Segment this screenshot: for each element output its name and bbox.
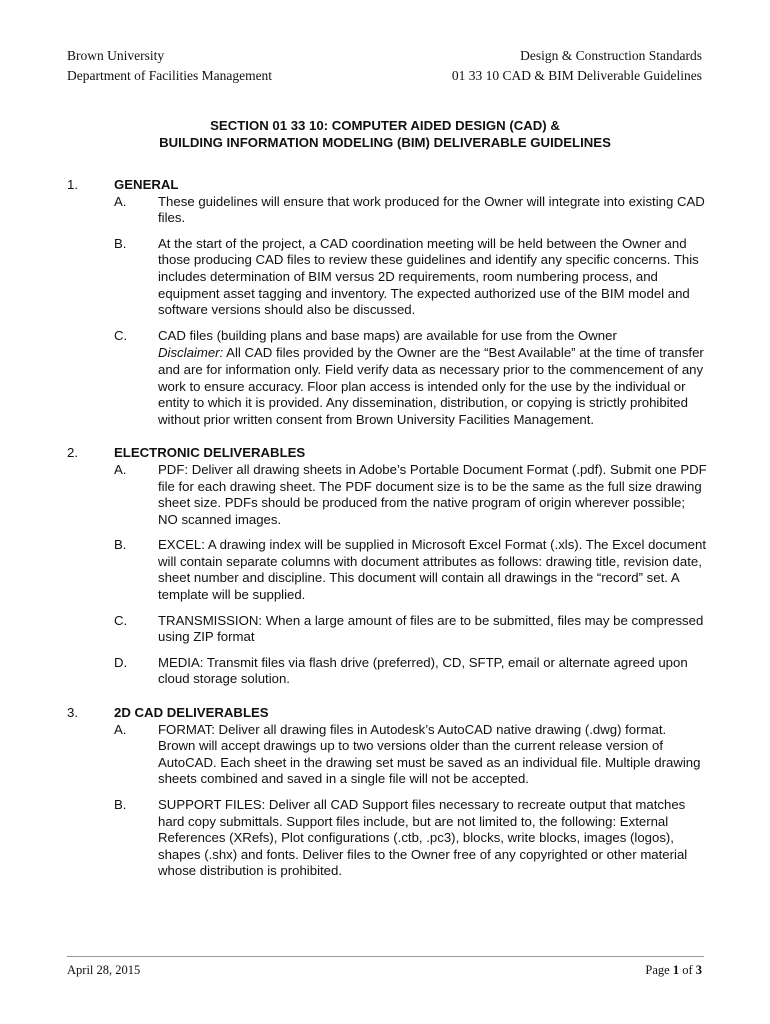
list-item (67, 236, 707, 319)
footer-divider (67, 956, 704, 957)
section-number: 1. (67, 177, 78, 192)
page-title-line2: BUILDING INFORMATION MODELING (BIM) DELIVERABLE GUIDELINES (159, 135, 611, 150)
section-electronic-deliverables (67, 445, 707, 688)
item-text: CAD files (building plans and base maps) are available for use from the Owner (158, 327, 617, 343)
section-title: 2D CAD DELIVERABLES (114, 705, 269, 721)
list-item (67, 655, 707, 688)
item-text: At the start of the project, a CAD coordination meeting will be held between the Owner and those producing CAD files to review these guidelines and identify any specific concerns. This includes determination of BIM versus 2D requirements, room numbering process, and equipment asset tagging and inventory. The expected authorized use of the BIM model and software versions should also be discussed. (158, 235, 699, 318)
list-item (67, 328, 707, 429)
page-word: Page (645, 963, 670, 977)
list-item (67, 797, 707, 880)
list-item (67, 462, 707, 528)
header-left (67, 46, 272, 86)
page-total: 3 (695, 963, 702, 977)
item-letter: B. (114, 235, 127, 251)
footer-page-number (645, 962, 702, 978)
section-title: GENERAL (114, 177, 179, 192)
item-text: These guidelines will ensure that work produced for the Owner will integrate into existing CAD files. (158, 193, 705, 226)
item-letter: B. (114, 537, 127, 553)
item-letter: A. (114, 721, 127, 737)
footer-date: April 28, 2015 (67, 963, 141, 977)
disclaimer-paragraph (158, 345, 707, 428)
section-number: 2. (67, 445, 78, 461)
section-heading (67, 177, 707, 194)
item-letter: D. (114, 654, 128, 670)
item-text: EXCEL: A drawing index will be supplied in Microsoft Excel Format (.xls). The Excel document will contain separate columns with document attributes as follows: drawing title, revision date, sheet number and discipline. This document will contain all drawings in the “record” set. A template will be supplied. (158, 537, 707, 603)
item-letter: A. (114, 193, 127, 209)
page-title (0, 117, 770, 151)
header-institution: Brown University (67, 48, 165, 63)
section-heading (67, 705, 707, 722)
page-current: 1 (672, 963, 680, 977)
section-general (67, 177, 707, 428)
item-text: TRANSMISSION: When a large amount of files are to be submitted, files may be compressed using ZIP format (158, 612, 704, 645)
item-letter: A. (114, 461, 127, 477)
list-item (67, 194, 707, 227)
list-item (67, 537, 707, 603)
item-text: PDF: Deliver all drawing sheets in Adobe’s Portable Document Format (.pdf). Submit one PDF file for each drawing sheet. The PDF document size is to be the same as the full size drawing sheet size. PDFs should be produced from the native program of origin wherever possible; NO scanned images. (158, 461, 707, 527)
item-text: SUPPORT FILES: Deliver all CAD Support files necessary to recreate output that matches hard copy submittals. Support files include, but are not limited to, the following: External References (XRefs), Plot configurations (.ctb, .pc3), blocks, write blocks, images (logos), shapes (.shx) and fonts. Deliver files to the Owner free of any copyrighted or other material whose distribution is prohibited. (158, 797, 688, 879)
disclaimer-text: All CAD files provided by the Owner are the “Best Available” at the time of transfer and are for information only. Field verify data as necessary prior to the commencement of any work to ensure accuracy. Floor plan access is intended only for the use by the individual or entity to which it is provided. Any dissemination, distribution, or copying is strictly prohibited without prior written consent from Brown University Facilities Management. (158, 345, 704, 427)
item-text: FORMAT: Deliver all drawing files in Autodesk’s AutoCAD native drawing (.dwg) format. Brown will accept drawings up to two versions older than the current release version of AutoCAD. Each sheet in the drawing set must be saved as an individual file. Multiple drawing sheets combined and saved in a single file will not be accepted. (158, 721, 701, 787)
item-letter: C. (114, 612, 128, 628)
list-item (67, 722, 707, 788)
section-2d-cad-deliverables (67, 705, 707, 880)
disclaimer-label: Disclaimer: (158, 345, 224, 361)
header-department: Department of Facilities Management (67, 68, 273, 83)
item-letter: B. (114, 797, 127, 812)
header-section-ref: 01 33 10 CAD & BIM Deliverable Guidelines (451, 68, 702, 83)
item-text: MEDIA: Transmit files via flash drive (preferred), CD, SFTP, email or alternate agreed upon cloud storage solution. (158, 654, 688, 687)
list-item (67, 613, 707, 646)
page-title-line1: SECTION 01 33 10: COMPUTER AIDED DESIGN (CAD) & (210, 118, 560, 133)
header-standards: Design & Construction Standards (520, 48, 702, 63)
header-right (452, 46, 702, 86)
of-word: of (682, 963, 693, 977)
item-letter: C. (114, 327, 128, 343)
document-body (67, 177, 707, 897)
section-heading (67, 445, 707, 462)
section-number: 3. (67, 705, 78, 721)
section-title: ELECTRONIC DELIVERABLES (114, 445, 306, 461)
